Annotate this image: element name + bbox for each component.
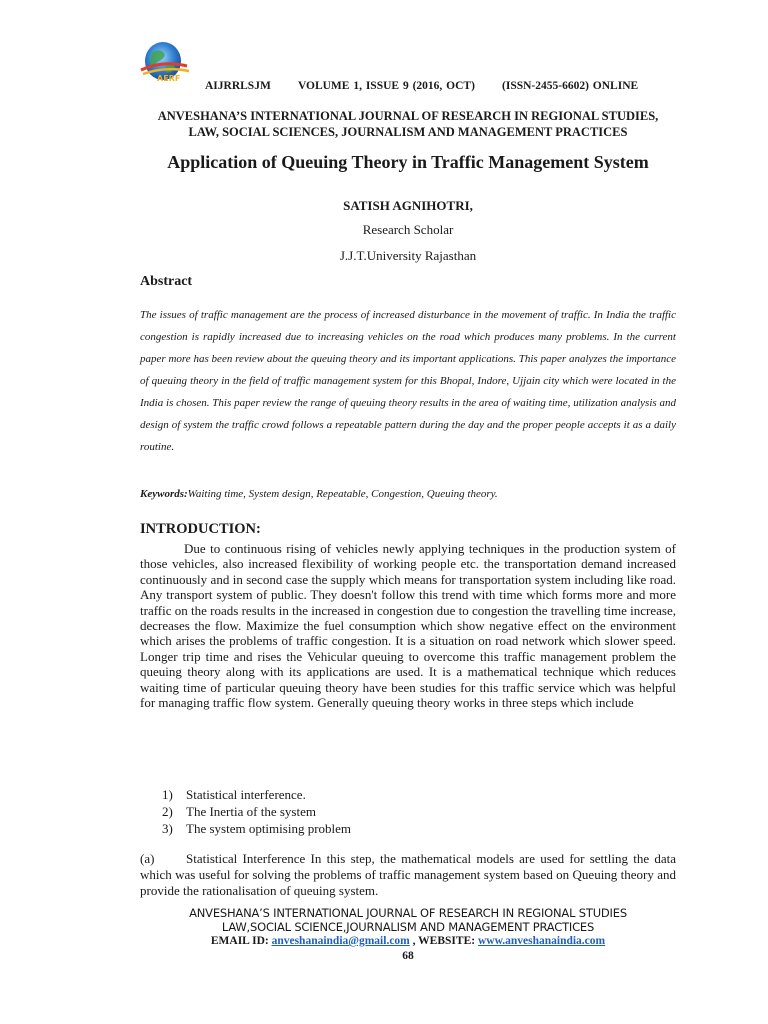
paper-title: Application of Queuing Theory in Traffic Management System xyxy=(167,152,649,172)
footer-contact xyxy=(100,935,716,947)
list-item xyxy=(162,786,662,803)
email-link[interactable]: anveshanaindia@gmail.com xyxy=(271,935,410,947)
paragraph-a xyxy=(140,851,676,899)
list-item-text: Statistical interference. xyxy=(186,787,306,802)
keywords xyxy=(140,488,676,500)
author-name: SATISH AGNIHOTRI, xyxy=(343,198,473,213)
list-item-number: 2) xyxy=(162,804,173,819)
steps-list xyxy=(162,786,662,837)
journal-logo xyxy=(137,40,203,86)
list-item-text: The Inertia of the system xyxy=(186,804,316,819)
journal-title-line2: LAW, SOCIAL SCIENCES, JOURNALISM AND MANAGEMENT PRACTICES xyxy=(188,125,628,139)
website-label: , WEBSITE: xyxy=(412,935,476,947)
footer-journal-name xyxy=(100,907,716,934)
keywords-text: Waiting time, System design, Repeatable, Congestion, Queuing theory. xyxy=(187,488,498,500)
paragraph-a-tag: (a) xyxy=(140,851,155,866)
journal-code: AIJRRLSJM xyxy=(205,80,271,92)
page-number: 68 xyxy=(402,950,414,962)
introduction-body: Due to continuous rising of vehicles newly applying techniques in the production system of those vehicles, also increased flexibility of working people etc. the transportation demand increased continuously and in second case the supply which means for transportation system including like road. Any transport system of public. They doesn't follow this trend with time which forms more and more traffic on the roads results in the increased in congestion due to congestion the travelling time increase, decreases the flow. Maximize the fuel consumption which show negative effect on the environment which arises the problems of traffic congestion. It is a situation on road network which slower speed. Longer trip time and rises the Vehicular queuing to overcome this traffic management problem the queuing theory along with its applications are used. It is a mathematical technique which reduces waiting time of particular queuing theory have been studies for this traffic service which was helpful for managing traffic flow system. Generally queuing theory works in three steps which include xyxy=(140,541,676,711)
abstract-body: The issues of traffic management are the process of increased disturbance in the movement of traffic. In India the traffic congestion is rapidly increased due to increasing vehicles on the road which produces many problems. In the current paper more has been review about the queuing theory and its important applications. This paper analyzes the importance of queuing theory in the field of traffic management system for this Bhopal, Indore, Ujjain city which were located in the India is chosen. This paper review the range of queuing theory results in the area of waiting time, utilization analysis and design of system the traffic crowd follows a repeatable pattern during the day and the proper people accepts it as a daily routine. xyxy=(140,309,676,453)
abstract-heading: Abstract xyxy=(140,274,193,289)
author-role: Research Scholar xyxy=(362,222,454,237)
logo-text: AERF xyxy=(157,74,181,83)
footer-line2: LAW,SOCIAL SCIENCE,JOURNALISM AND MANAGEMENT PRACTICES xyxy=(221,919,595,934)
list-item-number: 1) xyxy=(162,787,173,802)
volume-issue: VOLUME 1, ISSUE 9 (2016, OCT) xyxy=(297,80,475,92)
footer-line1: ANVESHANA’S INTERNATIONAL JOURNAL OF RESEARCH IN REGIONAL STUDIES xyxy=(189,906,627,920)
journal-title-line1: ANVESHANA’S INTERNATIONAL JOURNAL OF RESEARCH IN REGIONAL STUDIES, xyxy=(157,109,659,123)
website-link[interactable]: www.anveshanaindia.com xyxy=(477,935,606,947)
keywords-label: Keywords: xyxy=(140,488,188,500)
introduction-heading: INTRODUCTION: xyxy=(140,521,261,537)
list-item-number: 3) xyxy=(162,821,173,836)
author-affiliation: J.J.T.University Rajasthan xyxy=(339,248,477,263)
running-header xyxy=(205,80,675,92)
email-label: EMAIL ID: xyxy=(210,935,269,947)
globe-logo-icon xyxy=(137,40,203,86)
list-item-text: The system optimising problem xyxy=(186,821,352,836)
list-item xyxy=(162,803,662,820)
list-item xyxy=(162,820,662,837)
paragraph-a-text: Statistical Interference In this step, the mathematical models are used for settling the data which was useful for solving the problems of traffic management system based on Queuing theory and provide the rationalisation of queuing system. xyxy=(140,851,676,898)
journal-title xyxy=(100,108,716,140)
issn: (ISSN-2455-6602) ONLINE xyxy=(502,80,639,92)
